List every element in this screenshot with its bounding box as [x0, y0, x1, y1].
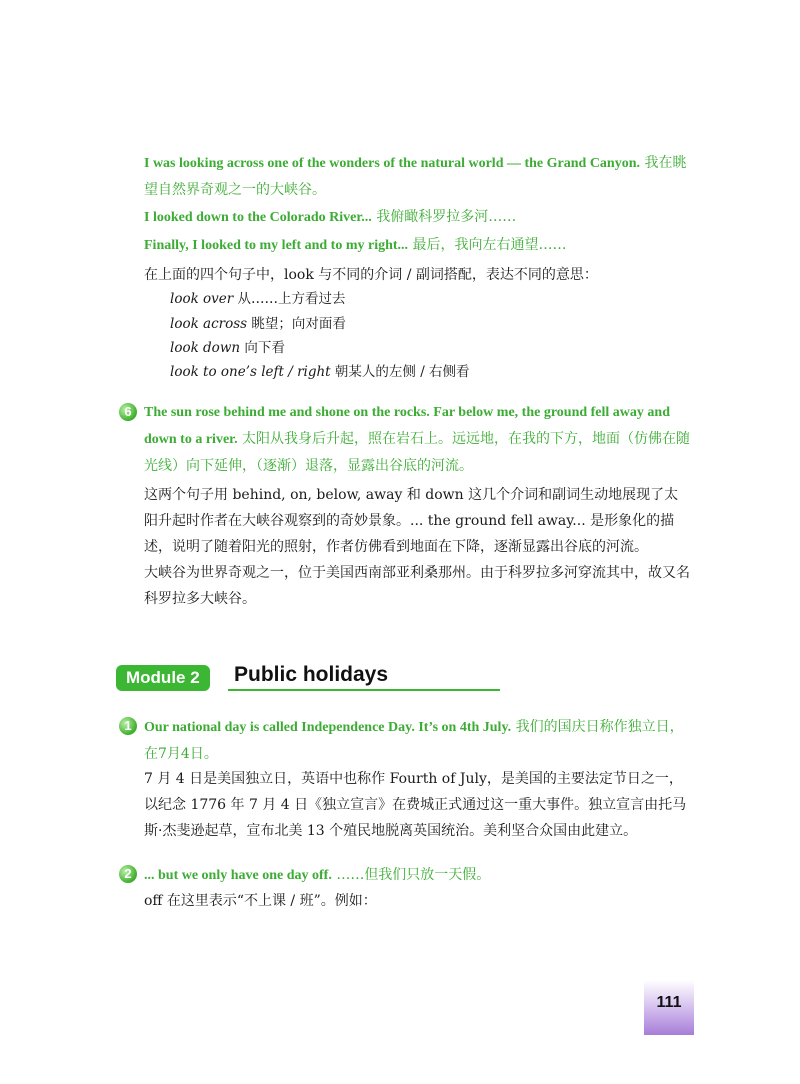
- phrase-zh: 眺望；向对面看: [251, 316, 346, 332]
- item-6-zh: 太阳从我身后升起，照在岩石上。远远地，在我的下方，地面（仿佛在随光线）向下延伸，（逐渐）退落，显露出谷底的河流。: [144, 431, 691, 474]
- item-number-badge: 2: [119, 865, 137, 883]
- page-number: 111: [644, 980, 694, 1035]
- look-explanation: 在上面的四个句子中，look 与不同的介词 / 副词搭配，表达不同的意思：: [144, 267, 598, 283]
- item-number-badge: 6: [119, 403, 137, 421]
- sentence-1-en: I was looking across one of the wonders of the natural world — the Grand Canyon.: [144, 156, 640, 171]
- grand-canyon-note: 大峡谷为世界奇观之一，位于美国西南部亚利桑那州。由于科罗拉多河穿流其中，故又名科罗拉多大峡谷。: [144, 565, 690, 607]
- sentence-3: [144, 232, 692, 259]
- item-1-sentence: [144, 714, 692, 767]
- phrase-item: [170, 288, 346, 310]
- phrase-item: [170, 313, 346, 335]
- module-header: [116, 665, 501, 693]
- item-2-zh: ……但我们只放一天假。: [336, 867, 491, 883]
- item-2-sentence: [144, 862, 692, 889]
- module-badge: Module 2: [116, 665, 210, 691]
- item-2-explanation: off 在这里表示“不上课 / 班”。例如：: [144, 893, 377, 909]
- sentence-3-zh: 最后，我向左右通望……: [412, 237, 567, 253]
- item-number-badge: 1: [119, 717, 137, 735]
- phrase-item: [170, 361, 470, 383]
- phrase-zh: 朝某人的左侧 / 右侧看: [334, 364, 470, 380]
- item-6-sentence: [144, 399, 692, 479]
- sentence-2: [144, 204, 692, 231]
- phrase-en: look down: [170, 340, 241, 356]
- item-1-zh: 我们的国庆日称作独立日，在7月4日。: [144, 719, 684, 762]
- sentence-1-zh: 我在眺望自然界奇观之一的大峡谷。: [144, 155, 687, 198]
- phrase-zh: 向下看: [244, 340, 285, 356]
- item-1-explanation: 7 月 4 日是美国独立日，英语中也称作 Fourth of July，是美国的主要法定节日之一，以纪念 1776 年 7 月 4 日《独立宣言》在费城正式通过这一重大事件。独立宣言由托马斯·杰斐逊起草，宣布北美 13 个殖民地脱离英国统治。美利坚合众国由此建立。: [144, 771, 687, 839]
- phrase-item: [170, 337, 285, 359]
- module-title-underline: [228, 689, 500, 691]
- item-6-explanation: 这两个句子用 behind, on, below, away 和 down 这几个介词和副词生动地展现了太阳升起时作者在大峡谷观察到的奇妙景象。... the ground fell away... 是形象化的描述，说明了随着阳光的照射，作者仿佛看到地面在下降，逐渐显露出谷底的河流。: [144, 487, 679, 555]
- module-title: Public holidays: [234, 663, 389, 686]
- item-6-en: The sun rose behind me and shone on the rocks. Far below me, the ground fell away and down to a river.: [144, 405, 670, 447]
- sentence-1: [144, 150, 692, 203]
- phrase-en: look across: [170, 316, 248, 332]
- phrase-zh: 从……上方看过去: [237, 291, 346, 307]
- sentence-3-en: Finally, I looked to my left and to my right...: [144, 238, 409, 253]
- phrase-en: look over: [170, 291, 234, 307]
- sentence-2-zh: 我俯瞰科罗拉多河……: [376, 209, 517, 225]
- item-2-en: ... but we only have one day off.: [144, 868, 332, 883]
- phrase-en: look to one’s left / right: [170, 364, 331, 380]
- item-1-en: Our national day is called Independence Day. It’s on 4th July.: [144, 720, 512, 735]
- sentence-2-en: I looked down to the Colorado River...: [144, 210, 372, 225]
